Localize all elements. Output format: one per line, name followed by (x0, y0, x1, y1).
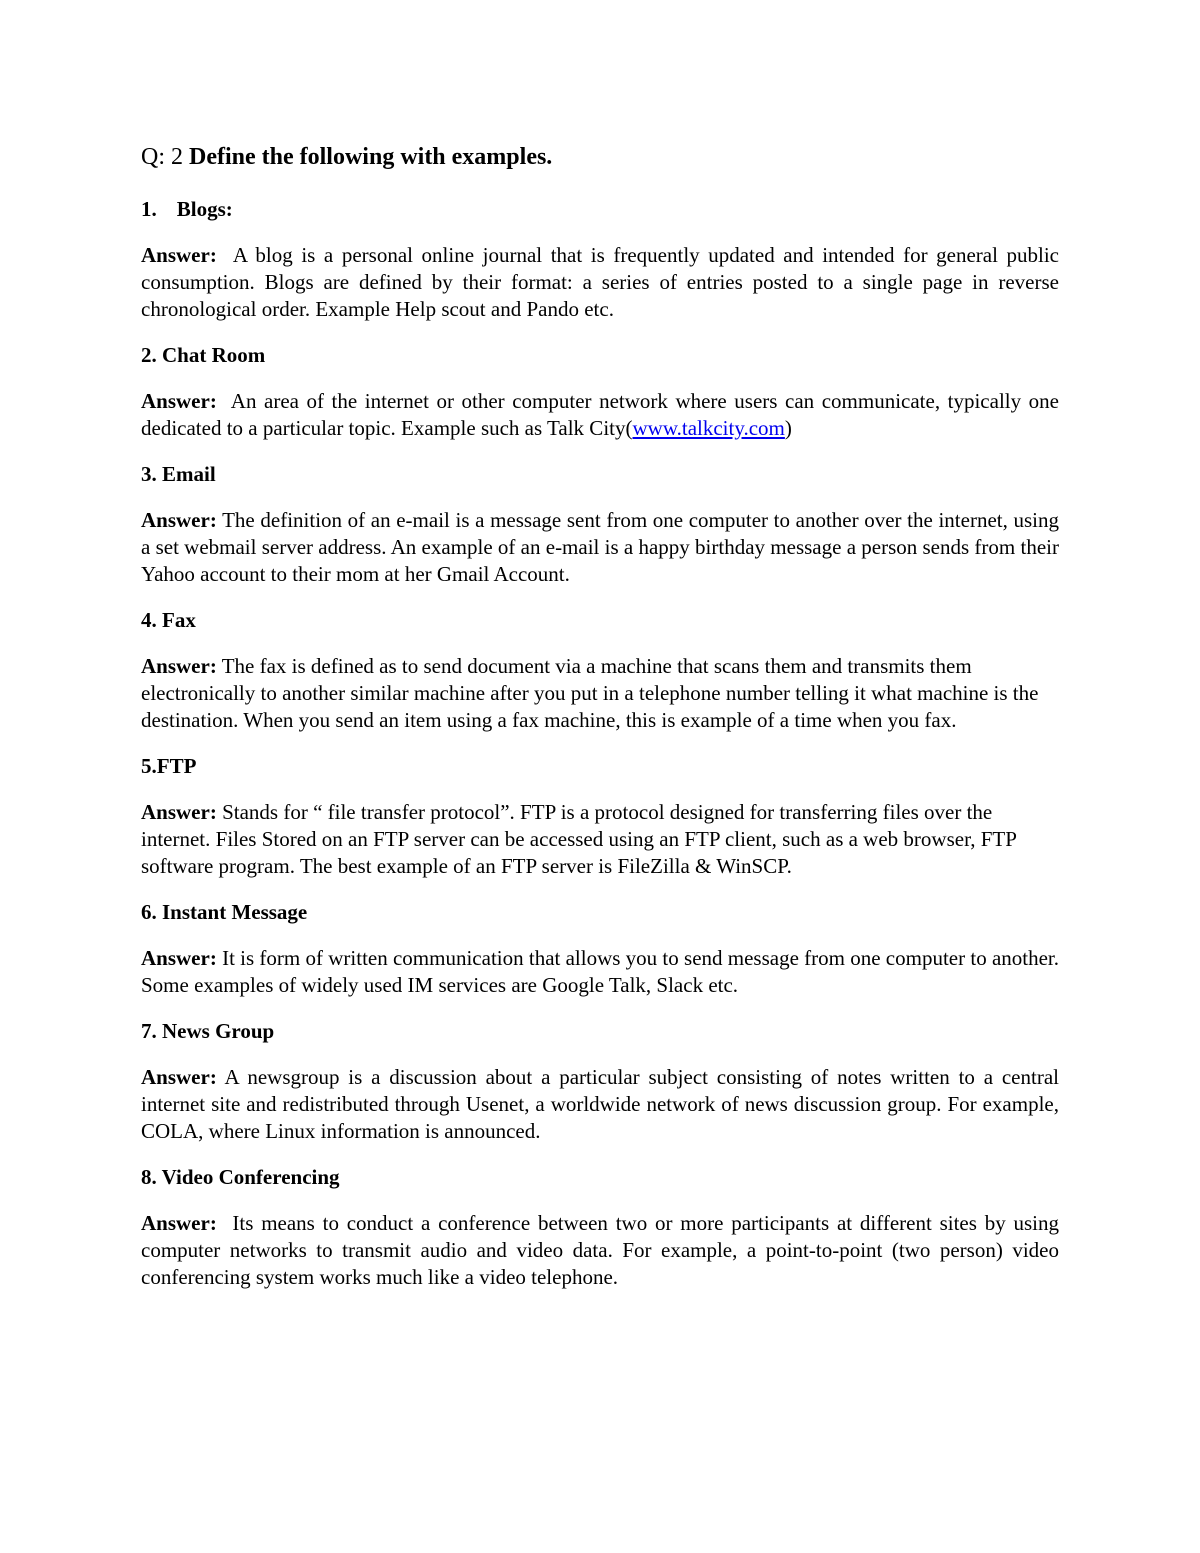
heading-blogs-text: Blogs: (176, 197, 233, 221)
answer-blogs-text: A blog is a personal online journal that is frequently updated and intended for general public consumption. Blogs are defined by their format: a series of entries posted to a single page in reverse chronological order. Example Help scout and Pando etc. (141, 243, 1060, 321)
answer-blogs (141, 242, 1059, 323)
heading-blogs-number: 1. (141, 197, 157, 221)
answer-label: Answer: (141, 508, 217, 532)
answer-chat-room-tail: ) (784, 416, 792, 440)
answer-label: Answer: (141, 389, 217, 413)
answer-label: Answer: (141, 243, 217, 267)
answer-label: Answer: (141, 1065, 217, 1089)
answer-instant-message (141, 945, 1059, 999)
answer-instant-message-text: It is form of written communication that allows you to send message from one computer to another. Some examples of widely used IM services are Google Talk, Slack etc. (141, 946, 1060, 997)
heading-video-conferencing: 8. Video Conferencing (141, 1165, 340, 1189)
answer-video-conferencing-text: Its means to conduct a conference between two or more participants at different sites by using computer networks to transmit audio and video data. For example, a point-to-point (two person) video conferencing system works much like a video telephone. (141, 1211, 1059, 1289)
answer-label: Answer: (141, 800, 217, 824)
answer-ftp-text: Stands for “ file transfer protocol”. FTP is a protocol designed for transferring files over the internet. Files Stored on an FTP server can be accessed using an FTP client, such as a web browser, FTP software program. The best example of an FTP server is FileZilla & WinSCP. (141, 800, 1017, 878)
question-text: Define the following with examples. (189, 144, 553, 170)
answer-fax-text: The fax is defined as to send document via a machine that scans them and transmits them electronically to another similar machine after you put in a telephone number telling it what machine is the destination. When you send an item using a fax machine, this is example of a time when you fax. (141, 654, 1039, 732)
heading-email: 3. Email (141, 462, 216, 486)
heading-news-group: 7. News Group (141, 1019, 275, 1043)
talkcity-link[interactable]: www.talkcity.com (632, 416, 785, 440)
answer-news-group-text: A newsgroup is a discussion about a particular subject consisting of notes written to a central internet site and redistributed through Usenet, a worldwide network of news discussion group. For example, COLA, where Linux information is announced. (141, 1065, 1059, 1143)
answer-chat-room-text: An area of the internet or other computer network where users can communicate, typically one dedicated to a particular topic. Example such as Talk City( (141, 389, 1059, 440)
answer-label: Answer: (141, 654, 217, 678)
answer-news-group (141, 1064, 1059, 1145)
answer-label: Answer: (141, 1211, 217, 1235)
answer-video-conferencing (141, 1210, 1059, 1291)
answer-email-text: The definition of an e-mail is a message sent from one computer to another over the internet, using a set webmail server address. An example of an e-mail is a happy birthday message a person sends from their Yahoo account to their mom at her Gmail Account. (141, 508, 1059, 586)
answer-email (141, 507, 1059, 588)
heading-fax: 4. Fax (141, 608, 196, 632)
heading-ftp: 5.FTP (141, 754, 197, 778)
answer-ftp (141, 799, 1059, 880)
heading-chat-room: 2. Chat Room (141, 343, 266, 367)
answer-label: Answer: (141, 946, 217, 970)
question-title (141, 142, 1059, 172)
heading-blogs (141, 196, 1059, 223)
heading-instant-message: 6. Instant Message (141, 900, 308, 924)
document-page (141, 142, 1059, 1310)
answer-chat-room (141, 388, 1059, 442)
answer-fax (141, 653, 1059, 734)
question-number: Q: 2 (141, 144, 183, 170)
